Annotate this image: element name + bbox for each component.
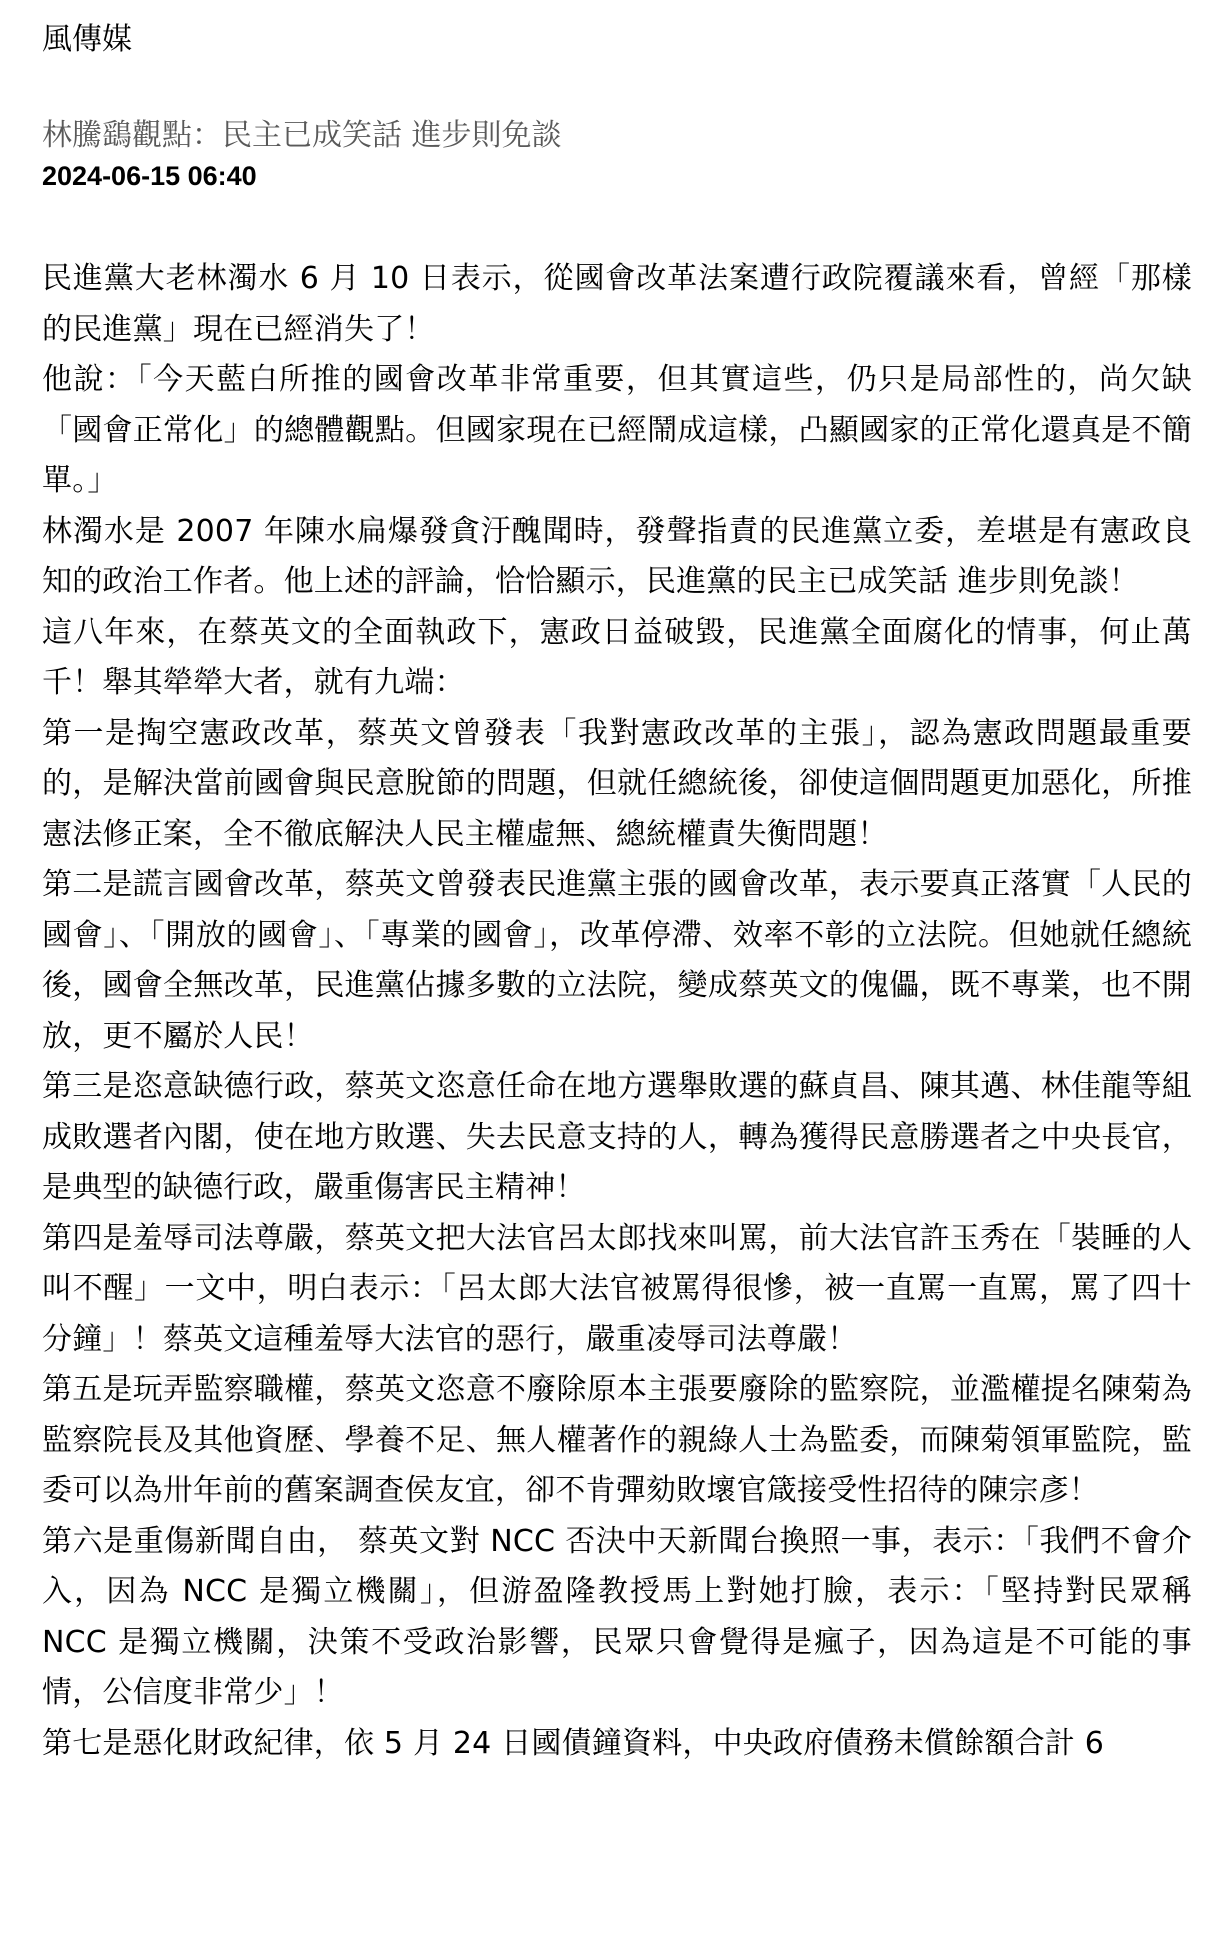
body-paragraph: 這八年來，在蔡英文的全面執政下，憲政日益破毀，民進黨全面腐化的情事，何止萬千！舉其犖犖大者，就有九端：	[42, 614, 1192, 700]
article-page	[42, 20, 1192, 1769]
body-paragraph: 林濁水是 2007 年陳水扁爆發貪汙醜聞時，發聲指責的民進黨立委，差堪是有憲政良知的政治工作者。他上述的評論，恰恰顯示，民進黨的民主已成笑話 進步則免談！	[42, 513, 1192, 599]
article-body	[42, 254, 1192, 1769]
article-headline: 林騰鷂觀點：民主已成笑話 進步則免談	[42, 118, 562, 153]
body-paragraph: 他說：「今天藍白所推的國會改革非常重要，但其實這些，仍只是局部性的，尚欠缺「國會正常化」的總體觀點。但國家現在已經鬧成這樣，凸顯國家的正常化還真是不簡單。」	[42, 362, 1192, 498]
body-paragraph: 第五是玩弄監察職權，蔡英文恣意不廢除原本主張要廢除的監察院，並濫權提名陳菊為監察院長及其他資歷、學養不足、無人權著作的親綠人士為監委，而陳菊領軍監院，監委可以為卅年前的舊案調查侯友宜，卻不肯彈劾敗壞官箴接受性招待的陳宗彥！	[42, 1372, 1192, 1508]
source-name: 風傳媒	[42, 22, 132, 57]
body-paragraph: 第七是惡化財政紀律，依 5 月 24 日國債鐘資料，中央政府債務未償餘額合計 6	[42, 1725, 1105, 1761]
body-paragraph: 第二是謊言國會改革，蔡英文曾發表民進黨主張的國會改革，表示要真正落實「人民的國會」、「開放的國會」、「專業的國會」，改革停滯、效率不彰的立法院。但她就任總統後，國會全無改革，民進黨佔據多數的立法院，變成蔡英文的傀儡，既不專業，也不開放，更不屬於人民！	[42, 867, 1192, 1054]
body-paragraph: 第四是羞辱司法尊嚴，蔡英文把大法官呂太郎找來叫罵，前大法官許玉秀在「裝睡的人叫不醒」一文中，明白表示：「呂太郎大法官被罵得很慘，被一直罵一直罵，罵了四十分鐘」！蔡英文這種羞辱大法官的惡行，嚴重凌辱司法尊嚴！	[42, 1220, 1192, 1357]
body-paragraph: 第三是恣意缺德行政，蔡英文恣意任命在地方選舉敗選的蘇貞昌、陳其邁、林佳龍等組成敗選者內閣，使在地方敗選、失去民意支持的人，轉為獲得民意勝選者之中央長官，是典型的缺德行政，嚴重傷害民主精神！	[42, 1069, 1192, 1205]
body-paragraph: 第六是重傷新聞自由， 蔡英文對 NCC 否決中天新聞台換照一事，表示：「我們不會介入，因為 NCC 是獨立機關」，但游盈隆教授馬上對她打臉，表示：「堅持對民眾稱 NCC 是獨立機關，決策不受政治影響，民眾只會覺得是瘋子，因為這是不可能的事情，公信度非常少」！	[42, 1523, 1192, 1710]
body-paragraph: 第一是掏空憲政改革，蔡英文曾發表「我對憲政改革的主張」，認為憲政問題最重要的，是解決當前國會與民意脫節的問題，但就任總統後，卻使這個問題更加惡化，所推憲法修正案，全不徹底解決人民主權虛無、總統權責失衡問題！	[42, 715, 1192, 852]
publish-timestamp: 2024-06-15 06:40	[42, 161, 257, 191]
body-paragraph: 民進黨大老林濁水 6 月 10 日表示，從國會改革法案遭行政院覆議來看，曾經「那樣的民進黨」現在已經消失了！	[42, 261, 1192, 347]
